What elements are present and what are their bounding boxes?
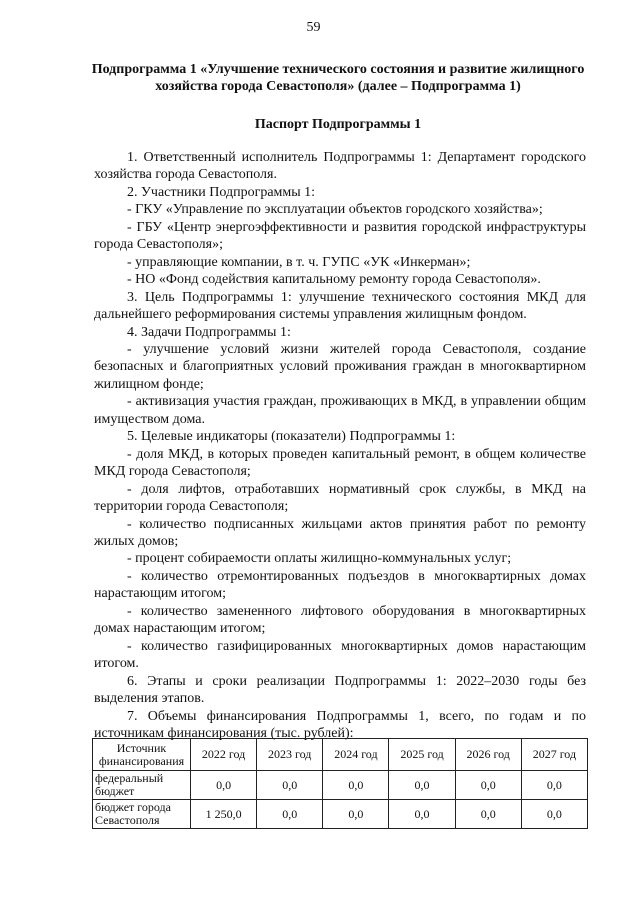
cell-value: 0,0 — [521, 771, 587, 800]
paragraph-participant-gku: - ГКУ «Управление по эксплуатации объектов городского хозяйства»; — [127, 202, 543, 218]
table-header-row — [93, 739, 588, 771]
paragraph-task-living-conditions: - улучшение условий жизни жителей города Севастополя, создание безопасных и благоприятных условий проживания граждан в многоквартирном жилищном фонде; — [94, 341, 586, 392]
paragraph-participant-management: - управляющие компании, в т. ч. ГУПС «УК «Инкерман»; — [127, 254, 471, 270]
paragraph-indicator-elevators: - количество замененного лифтового оборудования в многоквартирных домах нарастающим итогом; — [94, 603, 586, 637]
paragraph-indicator-acts: - количество подписанных жильцами актов принятия работ по ремонту жилых домов; — [94, 516, 586, 549]
cell-value: 1 250,0 — [191, 800, 257, 829]
cell-value: 0,0 — [389, 771, 455, 800]
paragraph-indicators-heading: 5. Целевые индикаторы (показатели) Подпрограммы 1: — [127, 429, 456, 445]
paragraph-stages: 6. Этапы и сроки реализации Подпрограммы 1: 2022–2030 годы без выделения этапов. — [94, 673, 586, 707]
paragraph-goal: 3. Цель Подпрограммы 1: улучшение технического состояния МКД для дальнейшего реформирования системы управления жилищным фондом. — [94, 289, 586, 323]
header-2027: 2027 год — [521, 739, 587, 771]
financing-table — [92, 738, 588, 829]
paragraph-financing: 7. Объемы финансирования Подпрограммы 1, всего, по годам и по источникам финансирования (тыс. рублей): — [94, 708, 586, 741]
header-source: Источник финансирования — [93, 739, 191, 771]
table-row — [93, 800, 588, 829]
page-number: 59 — [306, 20, 321, 35]
paragraph-participants-heading: 2. Участники Подпрограммы 1: — [127, 184, 316, 200]
cell-value: 0,0 — [455, 800, 521, 829]
paragraph-participant-gbu: - ГБУ «Центр энергоэффективности и развития городской инфраструктуры города Севастополя»; — [94, 219, 586, 253]
header-2022: 2022 год — [191, 739, 257, 771]
paragraph-indicator-repair-share: - доля МКД, в которых проведен капитальный ремонт, в общем количестве МКД города Севастополя; — [94, 446, 586, 480]
paragraph-indicator-gas: - количество газифицированных многоквартирных домов нарастающим итогом. — [94, 638, 586, 672]
cell-source: бюджет города Севастополя — [93, 800, 191, 829]
paragraph-responsible-executor: 1. Ответственный исполнитель Подпрограммы 1: Департамент городского хозяйства города Севастополя. — [94, 150, 586, 183]
cell-value: 0,0 — [257, 771, 323, 800]
cell-source: федеральный бюджет — [93, 771, 191, 800]
cell-value: 0,0 — [257, 800, 323, 829]
cell-value: 0,0 — [389, 800, 455, 829]
paragraph-task-participation: - активизация участия граждан, проживающих в МКД, в управлении общим имуществом дома. — [94, 394, 586, 427]
header-2025: 2025 год — [389, 739, 455, 771]
paragraph-indicator-payment: - процент собираемости оплаты жилищно-коммунальных услуг; — [127, 551, 512, 567]
passport-heading: Паспорт Подпрограммы 1 — [254, 117, 422, 132]
table-row — [93, 771, 588, 800]
header-2026: 2026 год — [455, 739, 521, 771]
paragraph-tasks-heading: 4. Задачи Подпрограммы 1: — [127, 324, 291, 340]
cell-value: 0,0 — [455, 771, 521, 800]
paragraph-indicator-entrances: - количество отремонтированных подъездов в многоквартирных домах нарастающим итогом; — [94, 568, 586, 602]
cell-value: 0,0 — [521, 800, 587, 829]
cell-value: 0,0 — [323, 771, 389, 800]
cell-value: 0,0 — [191, 771, 257, 800]
cell-value: 0,0 — [323, 800, 389, 829]
paragraph-participant-fund: - НО «Фонд содействия капитальному ремонту города Севастополя». — [127, 272, 541, 288]
passport-body — [94, 149, 586, 742]
subprogram-title: Подпрограмма 1 «Улучшение технического состояния и развитие жилищного хозяйства города Севастополя» (далее – Подпрограмма 1) — [91, 62, 585, 94]
paragraph-indicator-elevator-share: - доля лифтов, отработавших нормативный срок службы, в МКД на территории города Севастополя; — [94, 481, 586, 515]
header-2023: 2023 год — [257, 739, 323, 771]
header-2024: 2024 год — [323, 739, 389, 771]
